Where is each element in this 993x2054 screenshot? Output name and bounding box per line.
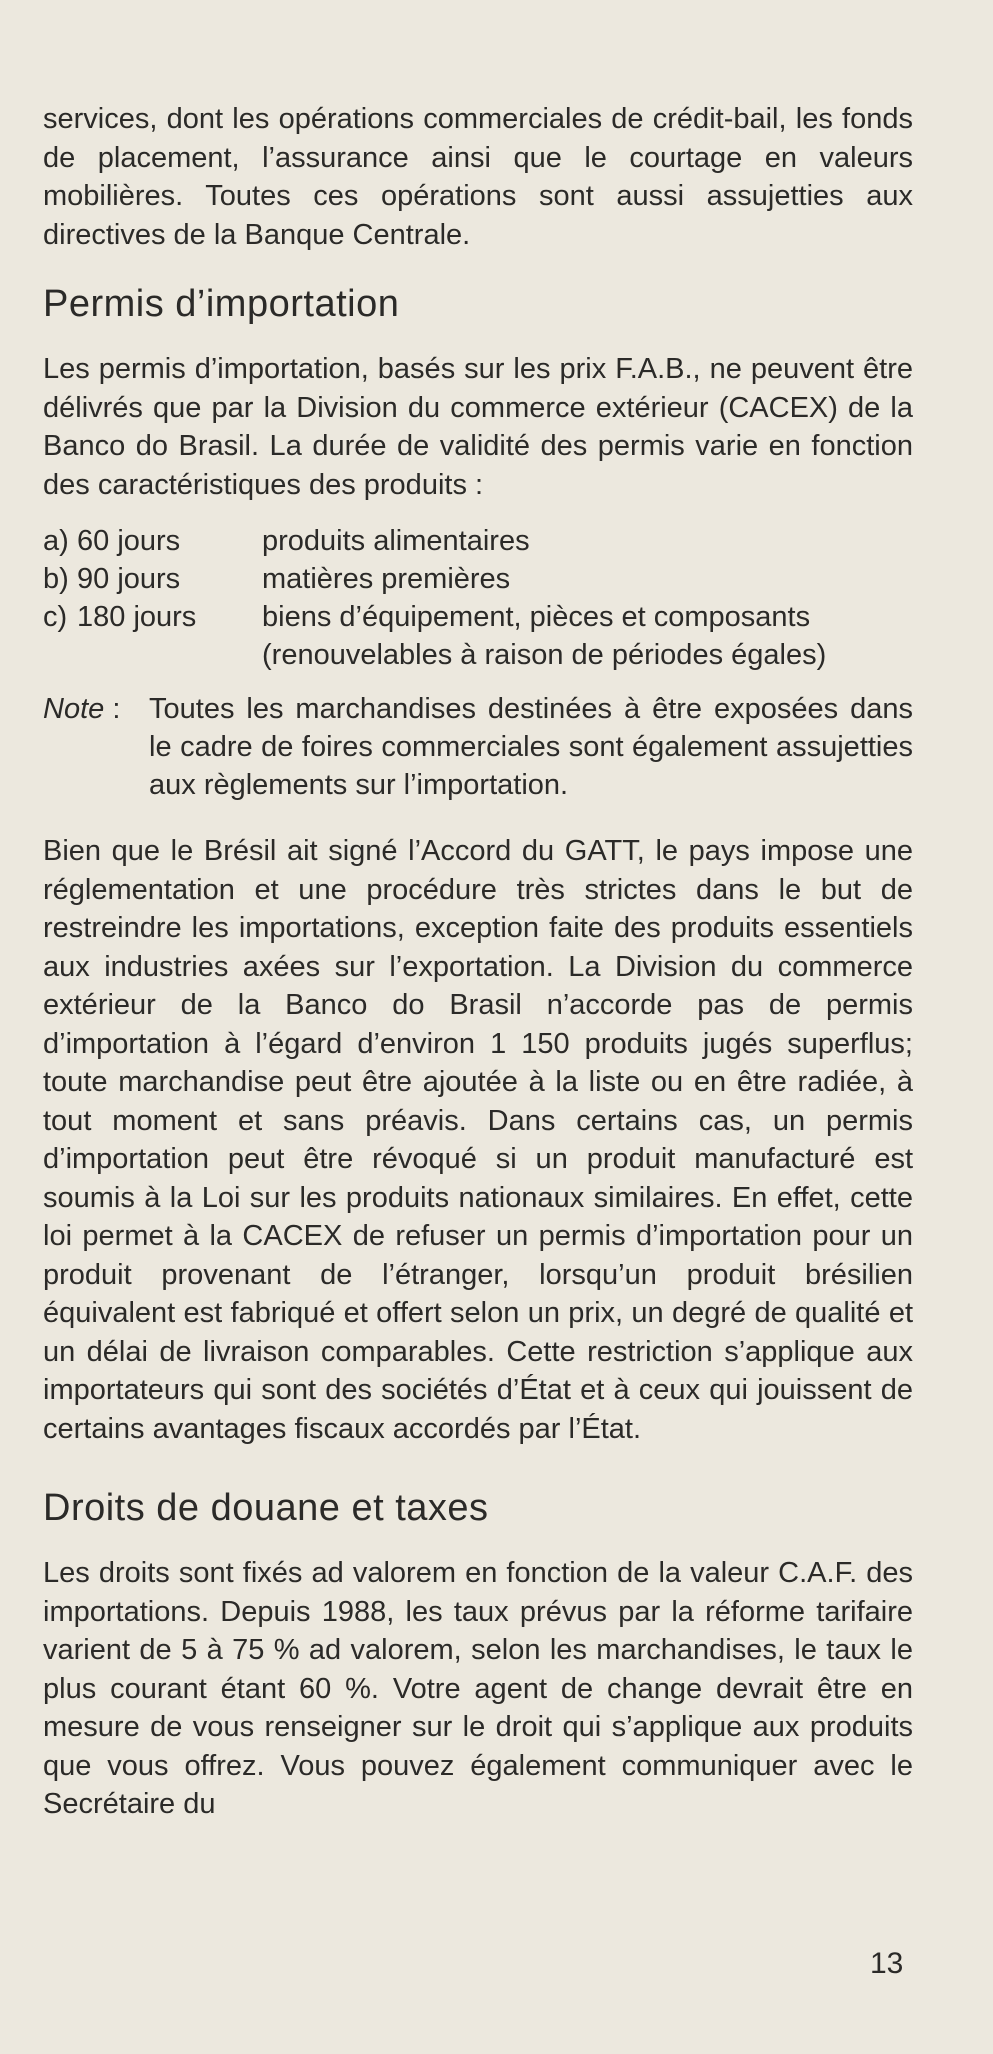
list-item <box>43 598 913 674</box>
text-column <box>43 100 913 1824</box>
heading-droits-douane: Droits de douane et taxes <box>43 1487 489 1529</box>
droits-paragraph: Les droits sont fixés ad valorem en fonction de la valeur C.A.F. des importations. Depuis 1988, les taux prévus par la réforme tarifaire varient de 5 à 75 % ad valorem, selon les marchandises, le taux le plus courant étant 60 %. Votre agent de change devrait être en mesure de vous renseigner sur le droit qui s’applique aux produits que vous offrez. Vous pouvez également communiquer avec le Secrétaire du <box>43 1557 913 1820</box>
list-item-text: produits alimentaires <box>262 525 530 557</box>
heading-permis-importation: Permis d’importation <box>43 283 400 325</box>
list-item-label: b) <box>43 563 69 595</box>
list-item-duration: 60 jours <box>77 525 181 557</box>
list-item-label: a) <box>43 525 69 557</box>
note-text: Toutes les marchandises destinées à être exposées dans le cadre de foires commerciales sont également assujetties aux règlements sur l’importation. <box>149 693 913 801</box>
note-label-separator: : <box>104 693 121 725</box>
list-item-label: c) <box>43 601 68 633</box>
validity-list <box>43 522 913 674</box>
list-item-text: biens d’équipement, pièces et composants (renouvelables à raison de périodes égales) <box>262 601 827 671</box>
list-item-duration: 90 jours <box>77 563 181 595</box>
gatt-paragraph: Bien que le Brésil ait signé l’Accord du GATT, le pays impose une réglementation et une procédure très strictes dans le but de restreindre les importations, exception faite des produits essentiels aux industries axées sur l’exportation. La Division du commerce extérieur de la Banco do Brasil n’accorde pas de permis d’importation à l’égard d’environ 1 150 produits jugés superflus; toute marchandise peut être ajoutée à la liste ou en être radiée, à tout moment et sans préavis. Dans certains cas, un permis d’importation peut être révoqué si un produit manufacturé est soumis à la Loi sur les produits nationaux similaires. En effet, cette loi permet à la CACEX de refuser un permis d’importation pour un produit provenant de l’étranger, lorsqu’un produit brésilien équivalent est fabriqué et offert selon un prix, un degré de qualité et un délai de livraison comparables. Cette restriction s’applique aux importateurs qui sont des sociétés d’État et à ceux qui jouissent de certains avantages fiscaux accordés par l’État. <box>43 835 913 1445</box>
intro-paragraph: services, dont les opérations commerciales de crédit-bail, les fonds de placement, l’assurance ainsi que le courtage en valeurs mobilières. Toutes ces opérations sont aussi assujetties aux directives de la Banque Centrale. <box>43 103 913 251</box>
note-block <box>43 690 913 804</box>
list-item-text: matières premières <box>262 563 511 595</box>
list-item-duration: 180 jours <box>77 601 197 633</box>
section-gap <box>43 1448 913 1486</box>
note-label-word: Note <box>43 693 105 725</box>
note-label <box>43 690 149 804</box>
list-item <box>43 560 913 598</box>
permis-paragraph: Les permis d’importation, basés sur les prix F.A.B., ne peuvent être délivrés que par la Division du commerce extérieur (CACEX) de la Banco do Brasil. La durée de validité des permis varie en fonction des caractéristiques des produits : <box>43 353 913 501</box>
page-number: 13 <box>870 1947 904 1980</box>
list-item <box>43 522 913 560</box>
